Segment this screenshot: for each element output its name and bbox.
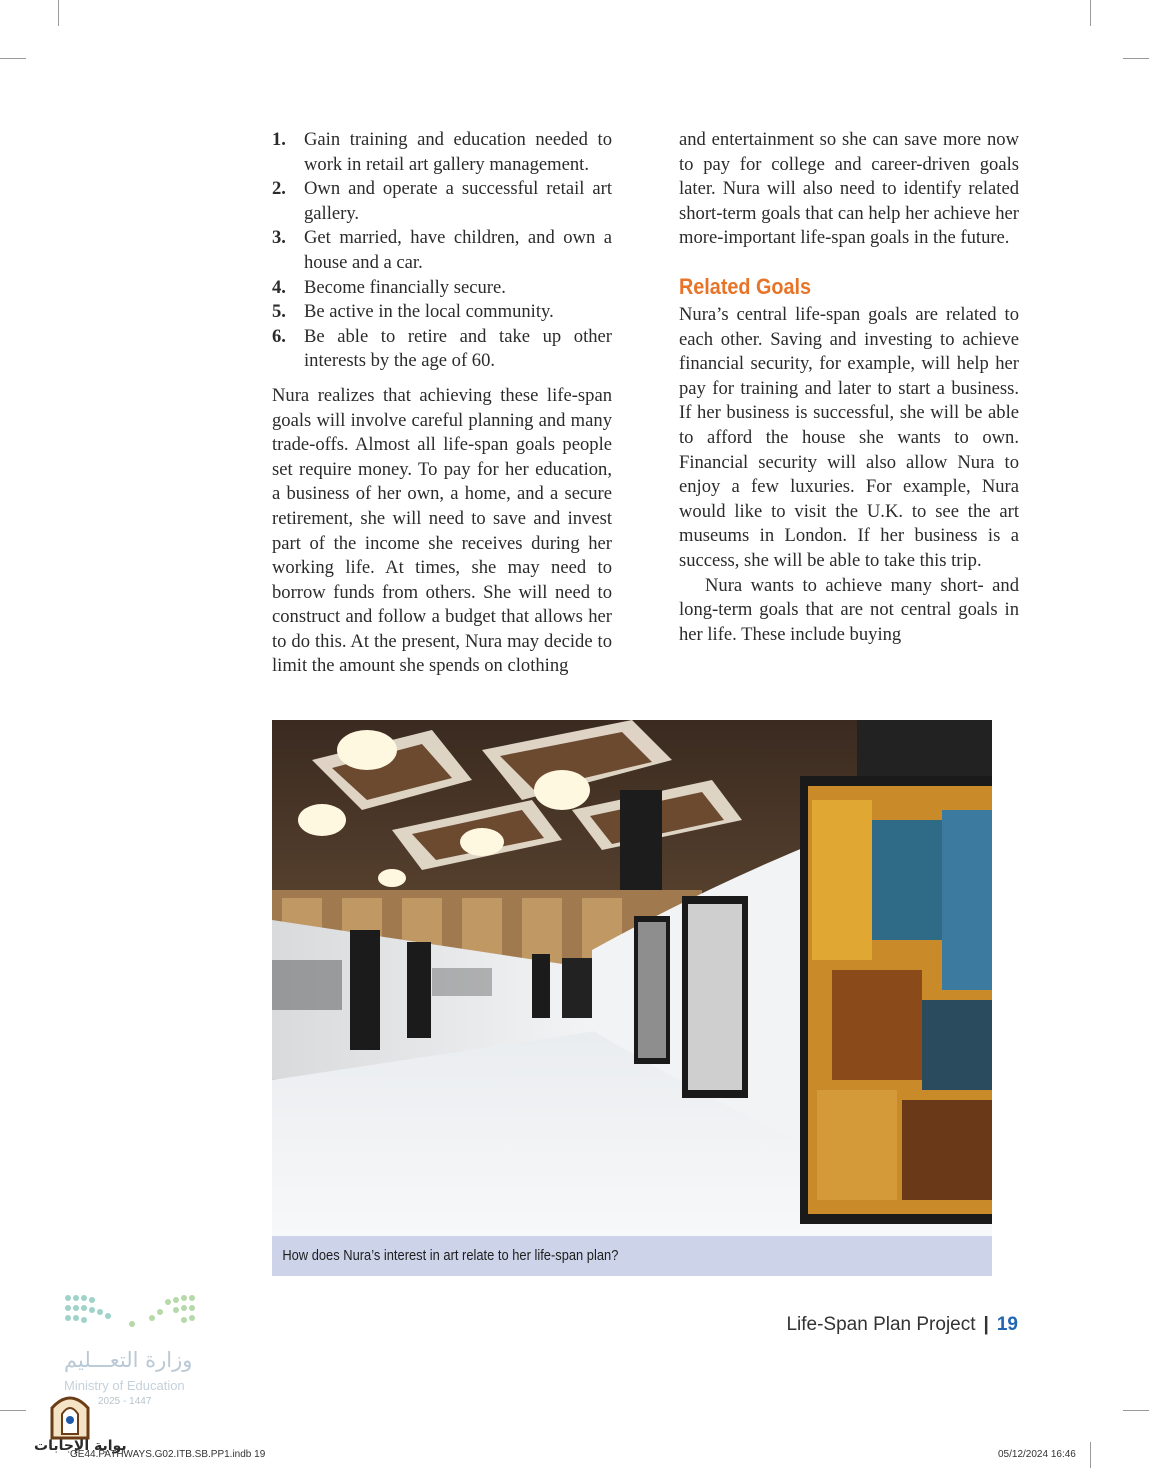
print-slug-file: GE44.PATHWAYS.G02.ITB.SB.PP1.indb 19 (70, 1449, 266, 1460)
gallery-illustration (272, 720, 992, 1236)
crop-mark-right-lower (1123, 1410, 1149, 1411)
crop-mark-top-left (58, 0, 59, 26)
list-item: 3. Get married, have children, and own a house and a car. (272, 227, 612, 273)
section-heading: Related Goals (679, 273, 812, 299)
list-item: 5. Be active in the local community. (272, 301, 554, 323)
list-item: 1. Gain training and education needed to work in retail art gallery management. (272, 129, 612, 175)
crop-mark-right-upper (1123, 58, 1149, 59)
ministry-year: 2025 - 1447 (98, 1396, 152, 1407)
site-watermark-icon (44, 1388, 96, 1440)
left-column (272, 128, 612, 679)
list-item: 2. Own and operate a successful retail art gallery. (272, 178, 612, 224)
crop-mark-left-lower (0, 1410, 26, 1411)
print-slug-date: 05/12/2024 16:46 (998, 1449, 1076, 1460)
site-watermark-text: بوابة الإجابات (34, 1438, 127, 1454)
art-gallery-photo (272, 720, 992, 1236)
body-paragraph: Nura realizes that achieving these life-span goals will involve careful planning and many trade-offs. Almost all life-span goals people set require money. To pay for her education, a business of her own, a home, and a secure retirement, she will need to save and invest part of the income she receives during her working life. At times, she may need to borrow funds from others. She will need to construct and follow a budget that allows her to do this. At the present, Nura may decide to limit the amount she spends on clothing (272, 384, 612, 677)
list-item: 4. Become financially secure. (272, 276, 506, 298)
crop-mark-left-upper (0, 58, 26, 59)
body-paragraph-continued: and entertainment so she can save more now to pay for college and career-driven goals later. Nura will also need to identify related short-term goals that can help her achieve her more-important life-span goals in the future. (679, 129, 1019, 249)
body-paragraph: Nura’s central life-span goals are related to each other. Saving and investing to achieve financial security, for example, will help her pay for training and later to start a business. If her business is successful, she will be able to afford the house she wants to own. Financial security will also allow Nura to enjoy a few luxuries. For example, Nura would like to visit the U.K. to see the art museums in London. If her business is a success, she will be able to take this trip. (679, 303, 1019, 571)
ministry-of-education-logo-icon (62, 1290, 212, 1340)
ministry-english-name: Ministry of Education (64, 1378, 185, 1393)
right-column (679, 128, 1019, 647)
page-number: 19 (996, 1314, 1018, 1335)
list-item: 6. Be able to retire and take up other interests by the age of 60. (272, 325, 612, 372)
photo-caption: How does Nura’s interest in art relate to her life-span plan? (272, 1236, 992, 1276)
body-paragraph: Nura wants to achieve many short- and long-term goals that are not central goals in her life. These include buying (679, 574, 1019, 645)
life-span-goals-list (272, 128, 612, 374)
ministry-arabic-name: وزارة التعـــليم (64, 1348, 193, 1372)
crop-mark-top-right (1090, 0, 1091, 26)
crop-mark-bottom-right (1090, 1442, 1091, 1468)
footer-running-title: Life-Span Plan Project | 19 (786, 1314, 1018, 1335)
